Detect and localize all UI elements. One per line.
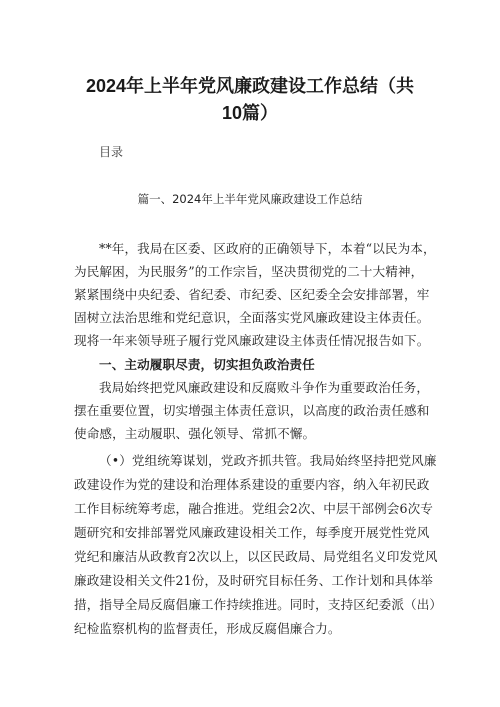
body-line-10: 政建设作为党的建设和治理体系建设的重要内容，纳入年初民政 — [74, 477, 430, 492]
body-line-13: 党纪和廉洁从政教育2次以上，以区民政局、局党组名义印发党风 — [74, 549, 438, 564]
body-line-7: 摆在重要位置，切实增强主体责任意识，以高度的政治责任感和 — [74, 403, 430, 418]
body-line-12: 题研究和安排部署党风廉政建设相关工作，每季度开展党性党风 — [74, 525, 430, 540]
body-line-1: **年，我局在区委、区政府的正确领导下，本着“以民为本， — [99, 241, 436, 256]
body-line-5: 现将一年来领导班子履行党风廉政建设主体责任情况报告如下。 — [74, 333, 430, 348]
toc-label: 目录 — [99, 145, 124, 159]
body-line-8: 使命感，主动履职、强化领导、常抓不懈。 — [74, 426, 316, 441]
body-line-11: 工作目标统筹考虑，融合推进。党组会2次、中层干部例会6次专 — [74, 501, 433, 516]
document-title-line-1: 2024年上半年党风廉政建设工作总结（共 — [85, 76, 415, 96]
body-line-15: 措，指导全局反腐倡廉工作持续推进。同时，支持区纪委派（出） — [74, 597, 443, 612]
body-line-9: （•）党组统筹谋划，党政齐抓共管。我局始终坚持把党风廉 — [99, 453, 437, 468]
body-line-2: 为民解困，为民服务”的工作宗旨，坚决贯彻党的二十大精神， — [74, 264, 424, 279]
body-line-14: 廉政建设相关文件21份，及时研究目标任务、工作计划和具体举 — [74, 573, 433, 588]
document-title-line-2: 10篇） — [221, 103, 279, 123]
body-line-16: 纪检监察机构的监督责任，形成反腐倡廉合力。 — [74, 621, 341, 636]
chapter-heading: 篇一、2024年上半年党风廉政建设工作总结 — [137, 192, 363, 206]
body-line-6: 我局始终把党风廉政建设和反腐败斗争作为重要政治任务， — [99, 380, 430, 395]
body-line-3: 紧紧围绕中央纪委、省纪委、市纪委、区纪委全会安排部署，牢 — [74, 287, 430, 302]
section-heading-1: 一、主动履职尽责，切实担负政治责任 — [99, 357, 315, 372]
body-line-4: 固树立法治思维和党纪意识，全面落实党风廉政建设主体责任。 — [74, 310, 430, 325]
